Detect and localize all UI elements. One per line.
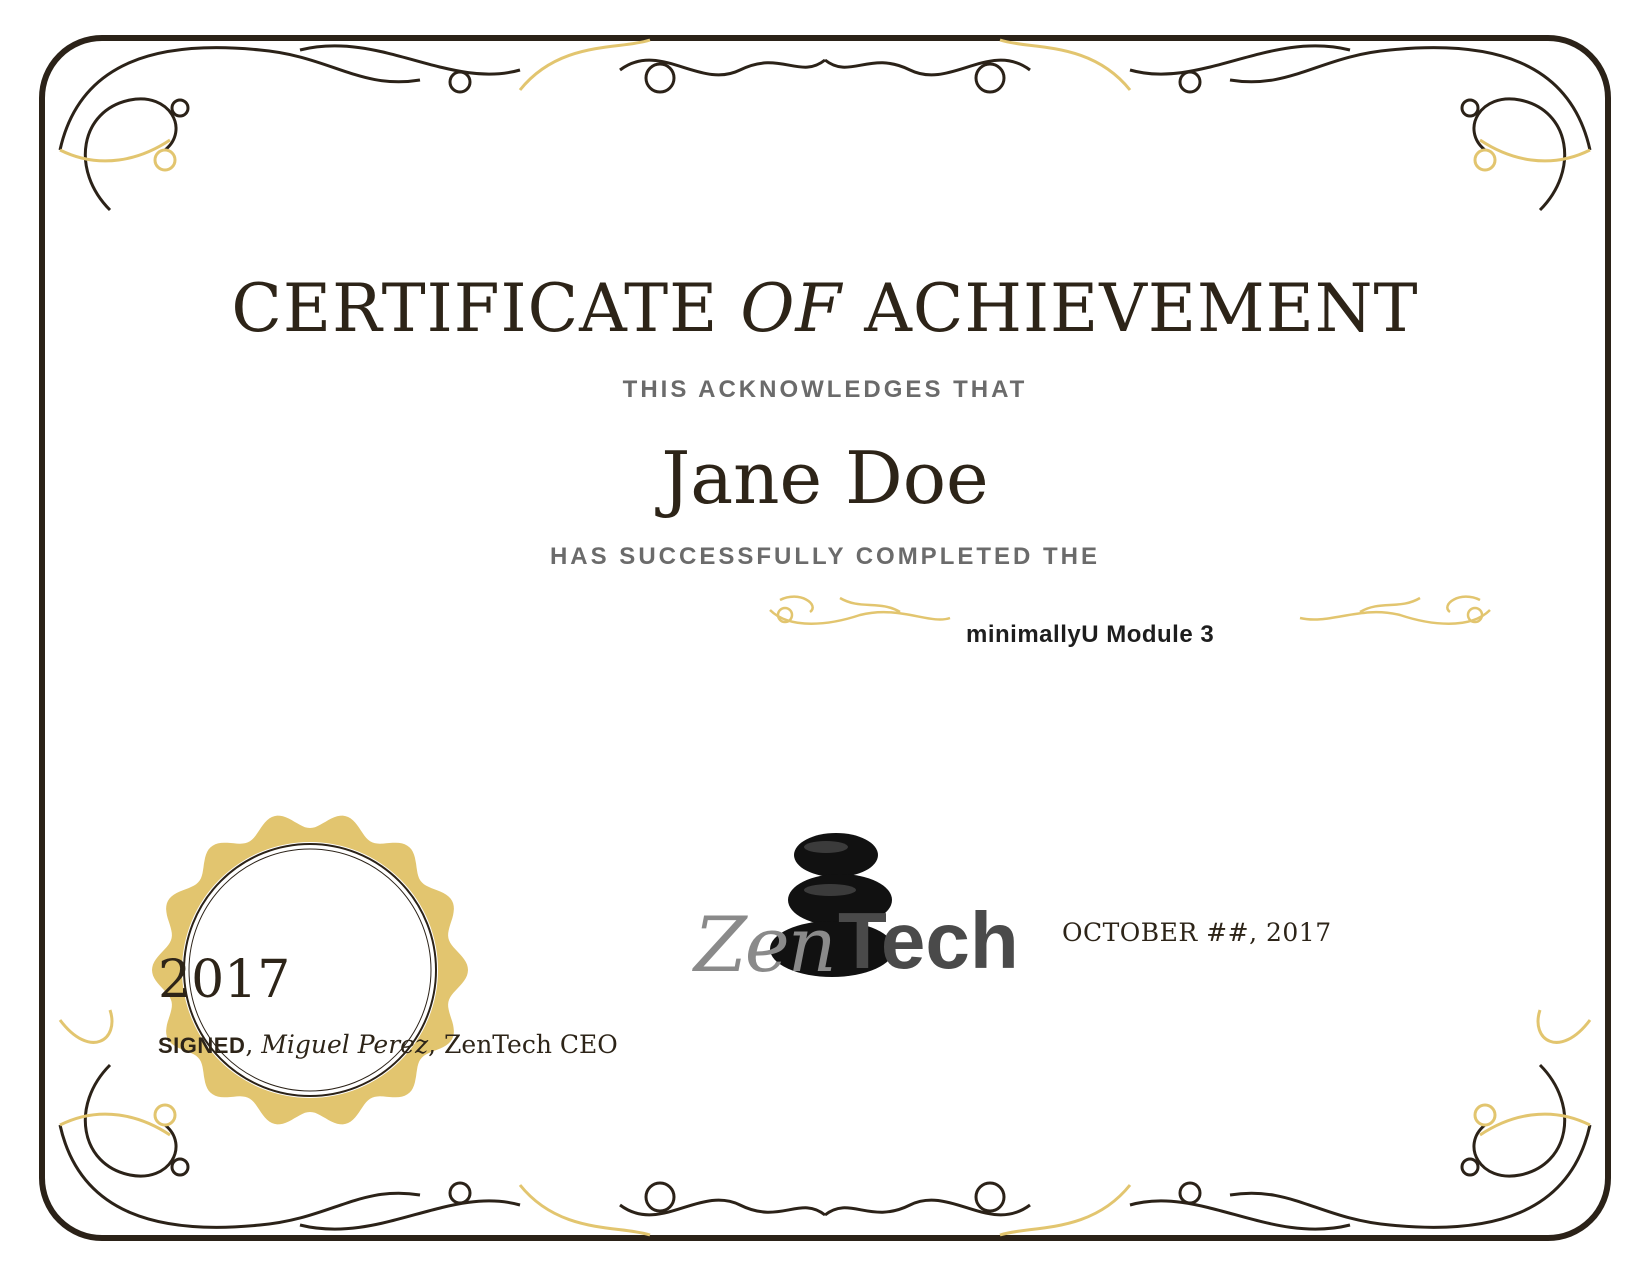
signer-name: Miguel Perez xyxy=(261,1030,429,1059)
title-word-of: OF xyxy=(740,270,843,347)
signer-title: ZenTech CEO xyxy=(444,1030,618,1059)
course-name: minimallyU Module 3 xyxy=(966,621,1215,648)
certificate-date: OCTOBER ##, 2017 xyxy=(1062,918,1332,947)
logo-text-tech: Tech xyxy=(838,896,1019,985)
title-word-certificate: CERTIFICATE xyxy=(231,270,719,347)
signature-line: SIGNED, Miguel Perez, ZenTech CEO xyxy=(158,1030,618,1059)
signed-label: SIGNED xyxy=(158,1033,246,1058)
acknowledges-caption: THIS ACKNOWLEDGES THAT xyxy=(622,376,1028,403)
completed-caption: HAS SUCCESSFULLY COMPLETED THE xyxy=(549,543,1101,570)
logo-text-zen: Zen xyxy=(694,900,835,989)
certificate-year: 2017 xyxy=(158,950,291,1010)
recipient-name: Jane Doe xyxy=(661,436,989,520)
title-word-achievement: ACHIEVEMENT xyxy=(864,270,1419,347)
certificate-title xyxy=(0,270,1650,347)
